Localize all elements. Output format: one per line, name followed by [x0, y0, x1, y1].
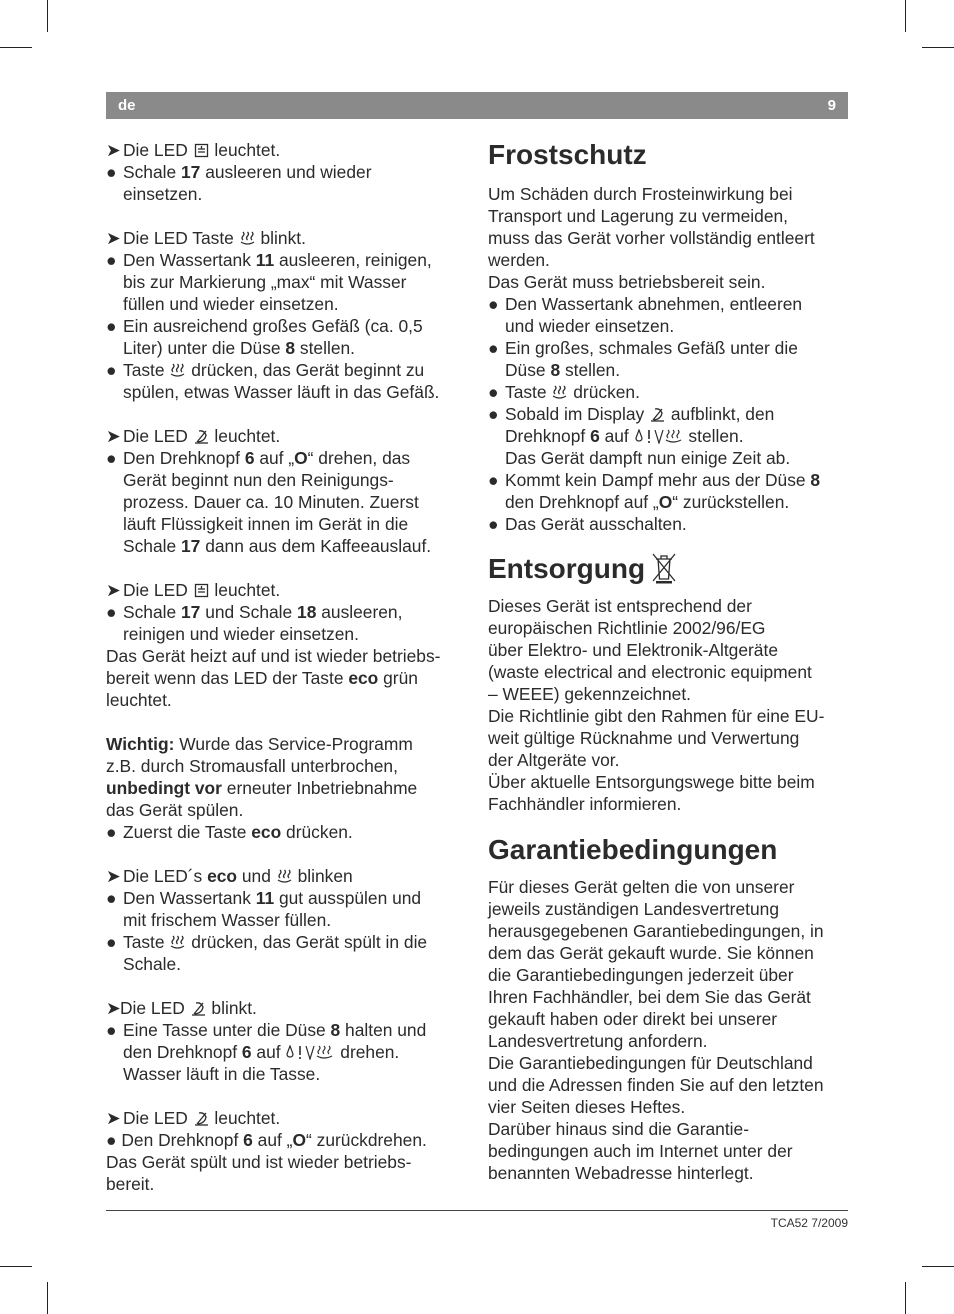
- drip-tray-icon: [194, 583, 209, 598]
- bullet-icon: ●: [488, 382, 499, 402]
- list-item: ● Den Wassertank 11 ausleeren, reinigen,: [106, 250, 432, 270]
- page-number: 9: [827, 97, 836, 114]
- bullet-icon: ●: [106, 250, 117, 270]
- crop-mark: [47, 0, 48, 32]
- right-column: Frostschutz Um Schäden durch Frosteinwirkung bei Transport und Lagerung zu vermeiden, muss das Gerät vorher vollständig entleert werden. Das Gerät muss betriebsbereit sein. ● Den Wassertank abnehmen, entleeren und wieder einsetzen. ● Ein großes, schmales Gefäß unter die Düse 8 stellen. ● Taste drücken. ● Sobald im Display aufblinkt, den Drehknopf 6 auf stellen. Das Gerät dampft nun einige Zeit ab. ● Kommt kein Dampf mehr aus der Düse 8 den Drehknopf auf „O“ zurückstellen. ● Das Gerät ausschalten. Entsorgung Dieses Gerät ist entsprechend der europäischen Richtlinie 2002/96/EG über Elektro- und Elektronik-Altgeräte (waste electrical and electronic equipment – WEEE) gekennzeichnet. Die Richtlinie gibt den Rahmen für eine EU- weit gültige Rücknahme und Verwertung der Altgeräte vor. Über aktuelle Entsorgungswege bitte beim Fachhändler informieren. Garantiebedingungen Für dieses Gerät gelten die von unserer jeweils zuständigen Landesvertretung herausgegebenen Garantiebedingungen, in dem das Gerät gekauft wurde. Sie können die Garantiebedingungen jederzeit über Ihren Fachhändler, bei dem Sie das Gerät gekauft haben oder direkt bei unserer Landesvertretung anfordern. Die Garantiebedingungen für Deutschland und die Adressen finden Sie auf den letzten vier Seiten dieses Heftes. Darüber hinaus sind die Garantie- bedingungen auch im Internet unter der benannten Webadresse hinterlegt.: [488, 139, 848, 1184]
- bullet-icon: ●: [488, 404, 499, 424]
- list-item: ➤Die LED blinkt.: [106, 998, 257, 1018]
- crop-mark: [0, 1266, 32, 1267]
- list-item: ➤ Die LED Taste blinkt.: [106, 228, 306, 248]
- steam-icon: [552, 385, 567, 400]
- arrow-icon: ➤: [106, 228, 121, 248]
- steam-icon: [277, 869, 292, 884]
- list-item: ● Schale 17 ausleeren und wieder: [106, 162, 372, 182]
- steam-icon: [170, 363, 185, 378]
- arrow-icon: ➤: [106, 426, 121, 446]
- bullet-icon: ●: [488, 470, 499, 490]
- descale-icon: [650, 407, 665, 422]
- bullet-icon: ●: [106, 888, 117, 908]
- bullet-icon: ●: [106, 602, 117, 622]
- section-heading-garantiebedingungen: Garantiebedingungen: [488, 834, 778, 865]
- page-header-bar: [106, 92, 848, 119]
- crop-mark: [922, 47, 954, 48]
- list-item: ● Schale 17 und Schale 18 ausleeren,: [106, 602, 403, 622]
- crop-mark: [922, 1266, 954, 1267]
- descale-icon: [194, 1111, 209, 1126]
- bullet-icon: ●: [106, 1020, 117, 1040]
- list-item: ● Eine Tasse unter die Düse 8 halten und: [106, 1020, 427, 1040]
- bullet-icon: ●: [106, 822, 117, 842]
- section-heading-frostschutz: Frostschutz: [488, 139, 647, 170]
- list-item: ➤ Die LED leuchtet.: [106, 580, 281, 600]
- list-item: ● Taste drücken, das Gerät spült in die: [106, 932, 428, 952]
- arrow-icon: ➤: [106, 998, 121, 1018]
- bullet-icon: ●: [106, 448, 117, 468]
- arrow-icon: ➤: [106, 140, 121, 160]
- footer-model-date: TCA52 7/2009: [770, 1216, 848, 1230]
- bullet-icon: ●: [488, 294, 499, 314]
- list-item: ● Den Drehknopf 6 auf „O“ drehen, das: [106, 448, 411, 468]
- crop-mark: [905, 1282, 906, 1314]
- arrow-icon: ➤: [106, 866, 121, 886]
- steam-icon: [240, 231, 255, 246]
- list-item: ➤ Die LED leuchtet.: [106, 426, 281, 446]
- steam-icon: [170, 935, 185, 950]
- water-steam-position-icon: [635, 429, 683, 444]
- list-item: ● Taste drücken.: [488, 382, 640, 402]
- list-item: ➤ Die LED´s eco und blinken: [106, 866, 353, 886]
- crossed-out-bin-icon: [651, 552, 677, 584]
- list-item: ● Ein ausreichend großes Gefäß (ca. 0,5: [106, 316, 423, 336]
- list-item: ● Den Wassertank 11 gut ausspülen und: [106, 888, 422, 908]
- list-item: ● Ein großes, schmales Gefäß unter die: [488, 338, 798, 358]
- left-column: ➤ Die LED leuchtet. ● Schale 17 ausleeren und wieder einsetzen. ➤ Die LED Taste blinkt. ● Den Wassertank 11 ausleeren, reinigen, bis zur Markierung „max“ mit Wasser füllen und wieder einsetzen. ● Ein ausreichend großes Gefäß (ca. 0,5 Liter) unter die Düse 8 stellen. ● Taste drücken, das Gerät beginnt zu spülen, etwas Wasser läuft in das Gefäß. ➤ Die LED leuchtet. ● Den Drehknopf 6 auf „O“ drehen, das Gerät beginnt nun den Reinigungs- prozess. Dauer ca. 10 Minuten. Zuerst läuft Flüssigkeit innen im Gerät in die Schale 17 dann aus dem Kaffeeauslauf. ➤ Die LED leuchtet. ● Schale 17 und Schale 18 ausleeren, reinigen und wieder einsetzen. Das Gerät heizt auf und ist wieder betriebs- bereit wenn das LED der Taste eco grün leuchtet. Wichtig: Wurde das Service-Programm z.B. durch Stromausfall unterbrochen, unbedingt vor erneuter Inbetriebnahme das Gerät spülen. ● Zuerst die Taste eco drücken. ➤ Die LED´s eco und blinken ● Den Wassertank 11 gut ausspülen und mit frischem Wasser füllen. ● Taste drücken, das Gerät spült in die Schale. ➤Die LED blinkt. ● Eine Tasse unter die Düse 8 halten und den Drehknopf 6 auf drehen. Wasser läuft in die Tasse. ➤ Die LED leuchtet. ● Den Drehknopf 6 auf „O“ zurückdrehen. Das Gerät spült und ist wieder betriebs- bereit.: [106, 139, 466, 1195]
- footer-divider: [106, 1210, 848, 1211]
- drip-tray-icon: [194, 143, 209, 158]
- list-item: ➤ Die LED leuchtet.: [106, 140, 281, 160]
- list-item: ● Den Wassertank abnehmen, entleeren: [488, 294, 803, 314]
- descale-icon: [191, 1001, 206, 1016]
- bullet-icon: ●: [106, 360, 117, 380]
- bullet-icon: ●: [106, 162, 117, 182]
- list-item: ● Zuerst die Taste eco drücken.: [106, 822, 353, 842]
- list-item: ● Sobald im Display aufblinkt, den: [488, 404, 775, 424]
- language-label: de: [118, 97, 136, 114]
- bullet-icon: ●: [106, 1130, 122, 1150]
- list-item: ● Kommt kein Dampf mehr aus der Düse 8: [488, 470, 821, 490]
- list-item: ● Taste drücken, das Gerät beginnt zu: [106, 360, 425, 380]
- bullet-icon: ●: [106, 316, 117, 336]
- water-steam-position-icon: [286, 1045, 334, 1060]
- descale-icon: [194, 429, 209, 444]
- arrow-icon: ➤: [106, 1108, 121, 1128]
- bullet-icon: ●: [488, 514, 499, 534]
- bullet-icon: ●: [488, 338, 499, 358]
- crop-mark: [47, 1282, 48, 1314]
- arrow-icon: ➤: [106, 580, 121, 600]
- list-item: ➤ Die LED leuchtet.: [106, 1108, 281, 1128]
- bullet-icon: ●: [106, 932, 117, 952]
- section-heading-entsorgung: Entsorgung: [488, 552, 848, 585]
- list-item: ● Den Drehknopf 6 auf „O“ zurückdrehen.: [106, 1130, 427, 1150]
- crop-mark: [905, 0, 906, 32]
- crop-mark: [0, 47, 32, 48]
- list-item: ● Das Gerät ausschalten.: [488, 514, 687, 534]
